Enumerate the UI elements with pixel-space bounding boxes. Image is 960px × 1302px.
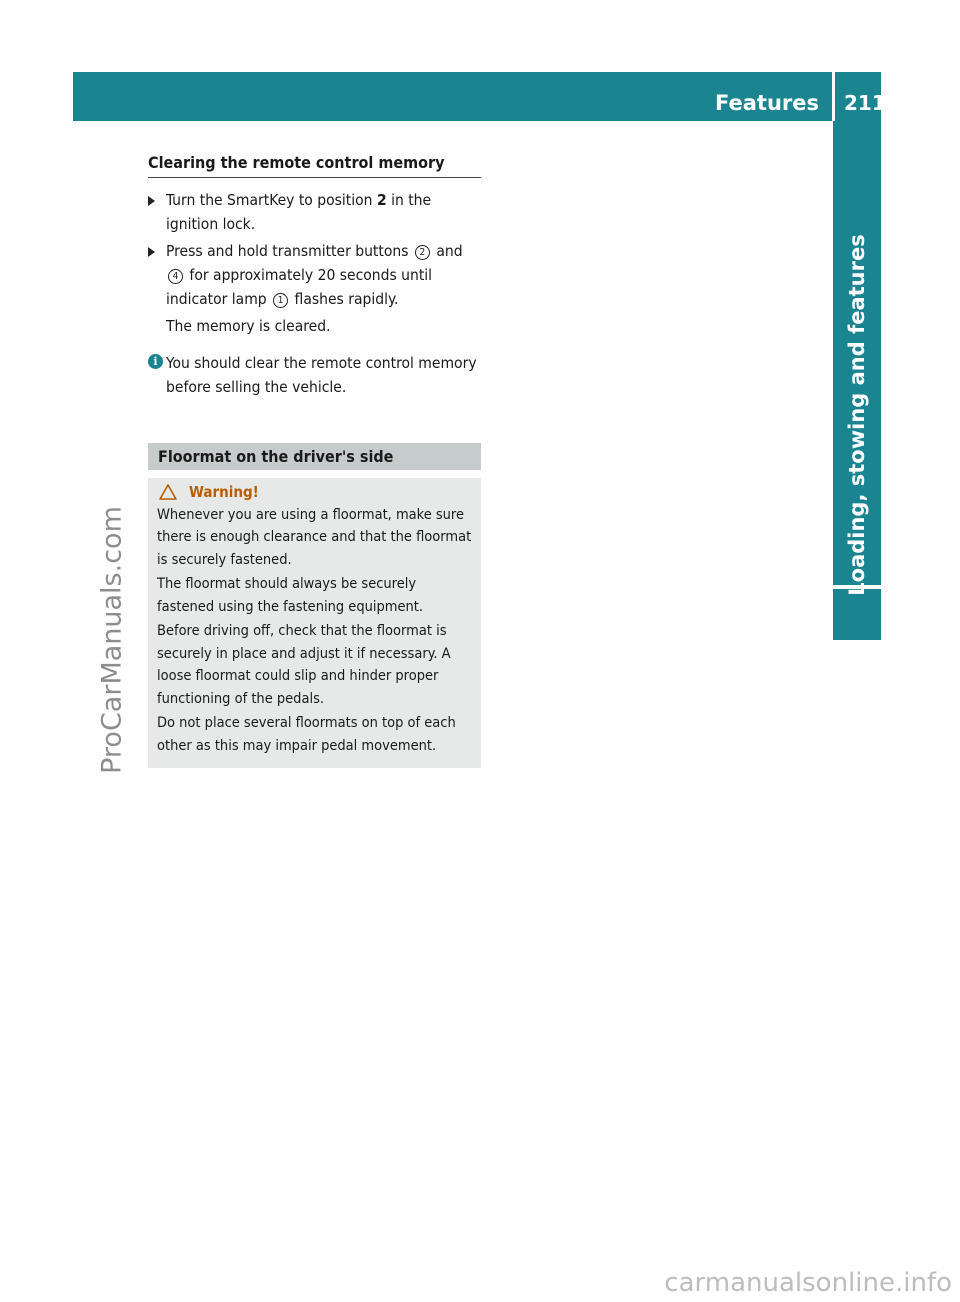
watermark-bottom: carmanualsonline.info [664,1268,952,1298]
warning-paragraph: Before driving off, check that the floormat is securely in place and adjust it if necessary. A loose floormat could slip and hinder proper functioning of the pedals. [157,623,451,707]
callout-number: 1 [273,293,288,308]
section-heading: Clearing the remote control memory [148,150,481,178]
page-number: 211 [844,91,886,115]
instruction-step [148,239,481,311]
step-text: in the ignition lock. [166,191,432,233]
warning-paragraph: The floormat should always be securely fastened using the fastening equipment. [157,576,424,615]
step-text: Press and hold transmitter buttons [166,242,413,260]
step-text: Turn the SmartKey to position [166,191,377,209]
warning-box [148,478,481,768]
step-text: flashes rapidly. [290,290,399,308]
step-arrow-icon [148,247,155,257]
info-icon: i [148,354,163,369]
step-arrow-icon [148,196,155,206]
step-text: and [431,242,463,260]
page-header [73,72,886,121]
warning-triangle-icon [159,484,177,500]
warning-paragraph: Whenever you are using a floormat, make sure there is enough clearance and that the floormat is securely fastened. [157,506,472,568]
step-text: for approximately 20 seconds until indicator lamp [166,266,433,308]
header-divider [832,72,835,121]
info-text: You should clear the remote control memory before selling the vehicle. [166,354,477,396]
callout-number: 2 [415,245,430,260]
chapter-title: Features [715,91,819,115]
warning-title-row [159,481,472,504]
warning-paragraph: Do not place several floormats on top of each other as this may impair pedal movement. [157,715,456,754]
callout-number: 4 [168,269,183,284]
instruction-step [148,188,481,236]
watermark-side: ProCarManuals.com [96,506,128,774]
content-column [148,150,481,768]
side-tab-label: Loading, stowing and features [845,234,869,596]
warning-title: Warning! [189,483,259,501]
position-number: 2 [376,191,387,209]
info-note [148,351,481,399]
step-result: The memory is cleared. [166,317,331,335]
floormat-heading: Floormat on the driver's side [148,443,481,470]
